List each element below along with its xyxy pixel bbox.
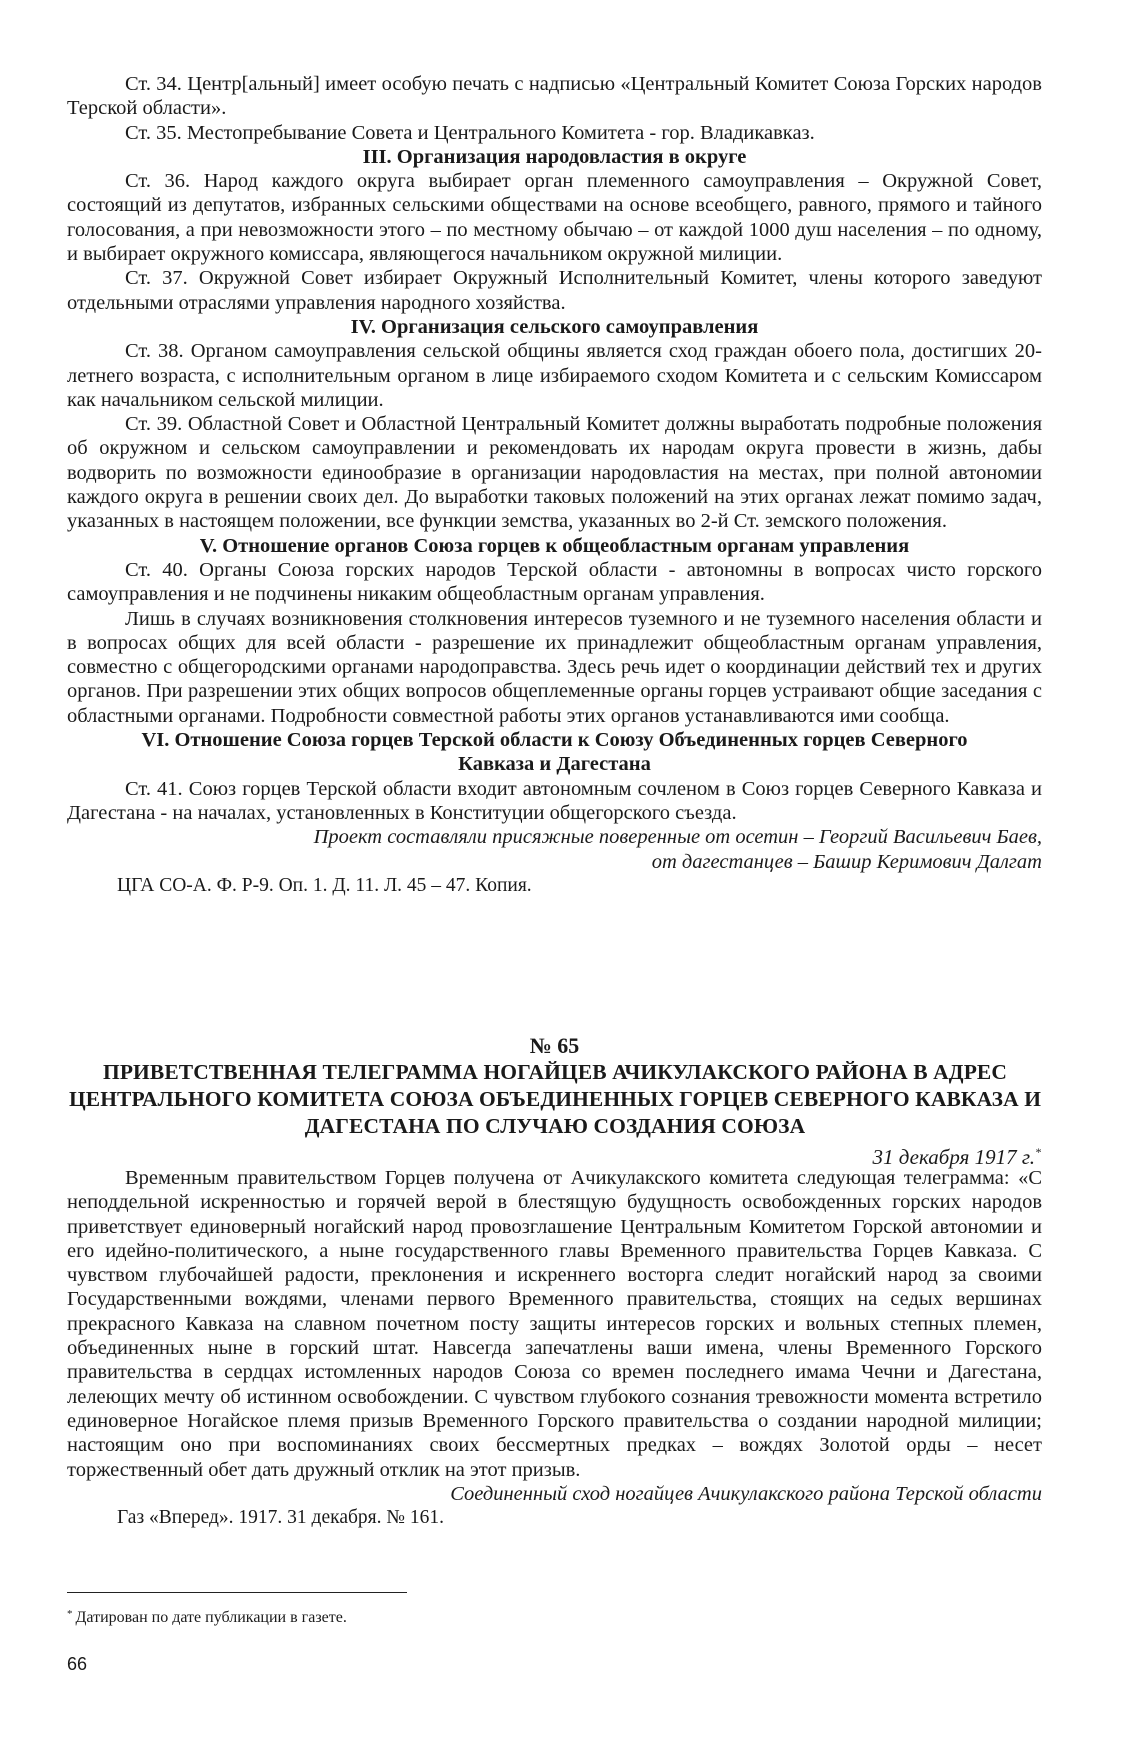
footnote-divider bbox=[67, 1592, 407, 1593]
section-heading: IV. Организация сельского самоуправления bbox=[350, 315, 759, 338]
paragraph: Ст. 40. Органы Союза горских народов Терской области - автономны в вопросах чисто горского самоуправления и не подчинены никаким общеобластным органам управления. bbox=[67, 558, 1042, 606]
paragraph: Ст. 41. Союз горцев Терской области входит автономным сочленом в Союз горцев Северного Кавказа и Дагестана - на началах, установленных в Конституции общегорского съезда. bbox=[67, 777, 1042, 824]
section-heading: III. Организация народовластия в округе bbox=[362, 145, 747, 168]
paragraph: Ст. 34. Центр[альный] имеет особую печать с надписью «Центральный Комитет Союза Горских народов Терской области». bbox=[67, 73, 1042, 120]
footnote-text: Датирован по дате публикации в газете. bbox=[75, 1609, 347, 1626]
paragraph: Ст. 36. Народ каждого округа выбирает орган племенного самоуправления – Окружной Совет, состоящий из депутатов, избранных сельскими обществами на основе всеобщего, равного, прямого и тайного голосования, а при невозможности этого – по местному обычаю – от каждой 1000 душ населения – по одному, и выбирает окружного комиссара, являющегося начальником окружной милиции. bbox=[67, 170, 1042, 266]
document-date bbox=[873, 1140, 1041, 1169]
section-heading: V. Отношение органов Союза горцев к общеобластным органам управления bbox=[199, 534, 910, 557]
paragraph: Лишь в случаях возникновения столкновения интересов туземного и не туземного населения области и в вопросах общих для всей области - разрешение их принадлежит общеобластным органам управления, совместно с общегородскими органами народоправства. Здесь речь идет о координации действий тех и других органов. При разрешении этих общих вопросов общеплеменные органы горцев устраивают общие заседания с областными органами. Подробности совместной работы этих органов устанавливаются ими сообща. bbox=[67, 607, 1042, 727]
signature-line: Проект составляли присяжные поверенные от осетин – Георгий Васильевич Баев, bbox=[313, 826, 1042, 849]
document-title: ПРИВЕТСТВЕННАЯ ТЕЛЕГРАММА НОГАЙЦЕВ АЧИКУЛАКСКОГО РАЙОНА В АДРЕС ЦЕНТРАЛЬНОГО КОМИТЕТА СОЮЗА ОБЪЕДИНЕННЫХ ГОРЦЕВ СЕВЕРНОГО КАВКАЗА И ДАГЕСТАНА ПО СЛУЧАЮ СОЗДАНИЯ СОЮЗА bbox=[68, 1060, 1042, 1138]
paragraph: Ст. 37. Окружной Совет избирает Окружный Исполнительный Комитет, члены которого заведуют отдельными отраслями управления народного хозяйства. bbox=[67, 267, 1042, 314]
source-citation: Газ «Вперед». 1917. 31 декабря. № 161. bbox=[117, 1507, 444, 1529]
paragraph: Ст. 39. Областной Совет и Областной Центральный Комитет должны выработать подробные положения об окружном и сельском самоуправлении и рекомендовать их народам округа провести в жизнь, дабы водворить по возможности единообразие в организации народовластия на местах, при полной автономии каждого округа в решении своих дел. До выработки таковых положений на этих органах лежат помимо задач, указанных в настоящем положении, все функции земства, указанных во 2-й Ст. земского положения. bbox=[67, 413, 1042, 533]
paragraph: Ст. 38. Органом самоуправления сельской общины является сход граждан обоего пола, достигших 20-летнего возраста, с исполнительным органом в лице избираемого сходом Комитета и с сельским Комиссаром как начальником сельской милиции. bbox=[67, 340, 1042, 411]
source-citation: ЦГА СО-А. Ф. Р-9. Оп. 1. Д. 11. Л. 45 – 47. Копия. bbox=[117, 874, 532, 896]
footnote-reference: * bbox=[1035, 1145, 1041, 1159]
section-heading: VI. Отношение Союза горцев Терской области к Союзу Объединенных горцев Северного Кавказа и Дагестана bbox=[141, 729, 968, 776]
footnote bbox=[67, 1604, 347, 1628]
telegram-text bbox=[67, 1166, 1042, 1530]
document-date-text: 31 декабря 1917 г. bbox=[872, 1145, 1035, 1169]
signature-line: от дагестанцев – Башир Керимович Далгат bbox=[651, 850, 1042, 873]
document-number: № 65 bbox=[529, 1033, 580, 1058]
footnote-mark: * bbox=[67, 1608, 73, 1620]
paragraph: Ст. 35. Местопребывание Совета и Центрального Комитета - гор. Владикавказ. bbox=[125, 121, 815, 144]
body-text bbox=[67, 72, 1042, 898]
paragraph: Временным правительством Горцев получена от Ачикулакского комитета следующая телеграмма: «С неподдельной искренностью и горячей верой в блестящую будущность освобожденных горских народов приветствует единоверный ногайский народ провозглашение Центральным Комитетом Горской автономии и его идейно-политического, а ныне государственного главы Временного правительства Горцев Кавказа. С чувством глубочайшей радости, преклонения и искреннего восторга следит ногайский народ за своими Государственными вождями, членами первого Временного правительства, стоящих на седых вершинах прекрасного Кавказа на славном почетном посту защиты интересов горских и вольных степных племен, объединенных ныне в горский штат. Навсегда запечатлены ваши имена, члены Временного Горского правительства в сердцах истомленных народов Союза со времен последнего имама Чечни и Дагестана, лелеющих мечту об истинном освобождении. С чувством глубокого сознания тревожности момента встретило единоверное Ногайское племя призыв Временного Горского правительства о создании народной милиции; настоящим оно при воспоминаниях своих бессмертных предках – вождях Золотой орды – несет торжественный обет дать дружный отклик на этот призыв. bbox=[67, 1167, 1042, 1481]
page-number: 66 bbox=[67, 1654, 88, 1674]
signature-line: Соединенный сход ногайцев Ачикулакского района Терской области bbox=[450, 1482, 1042, 1505]
